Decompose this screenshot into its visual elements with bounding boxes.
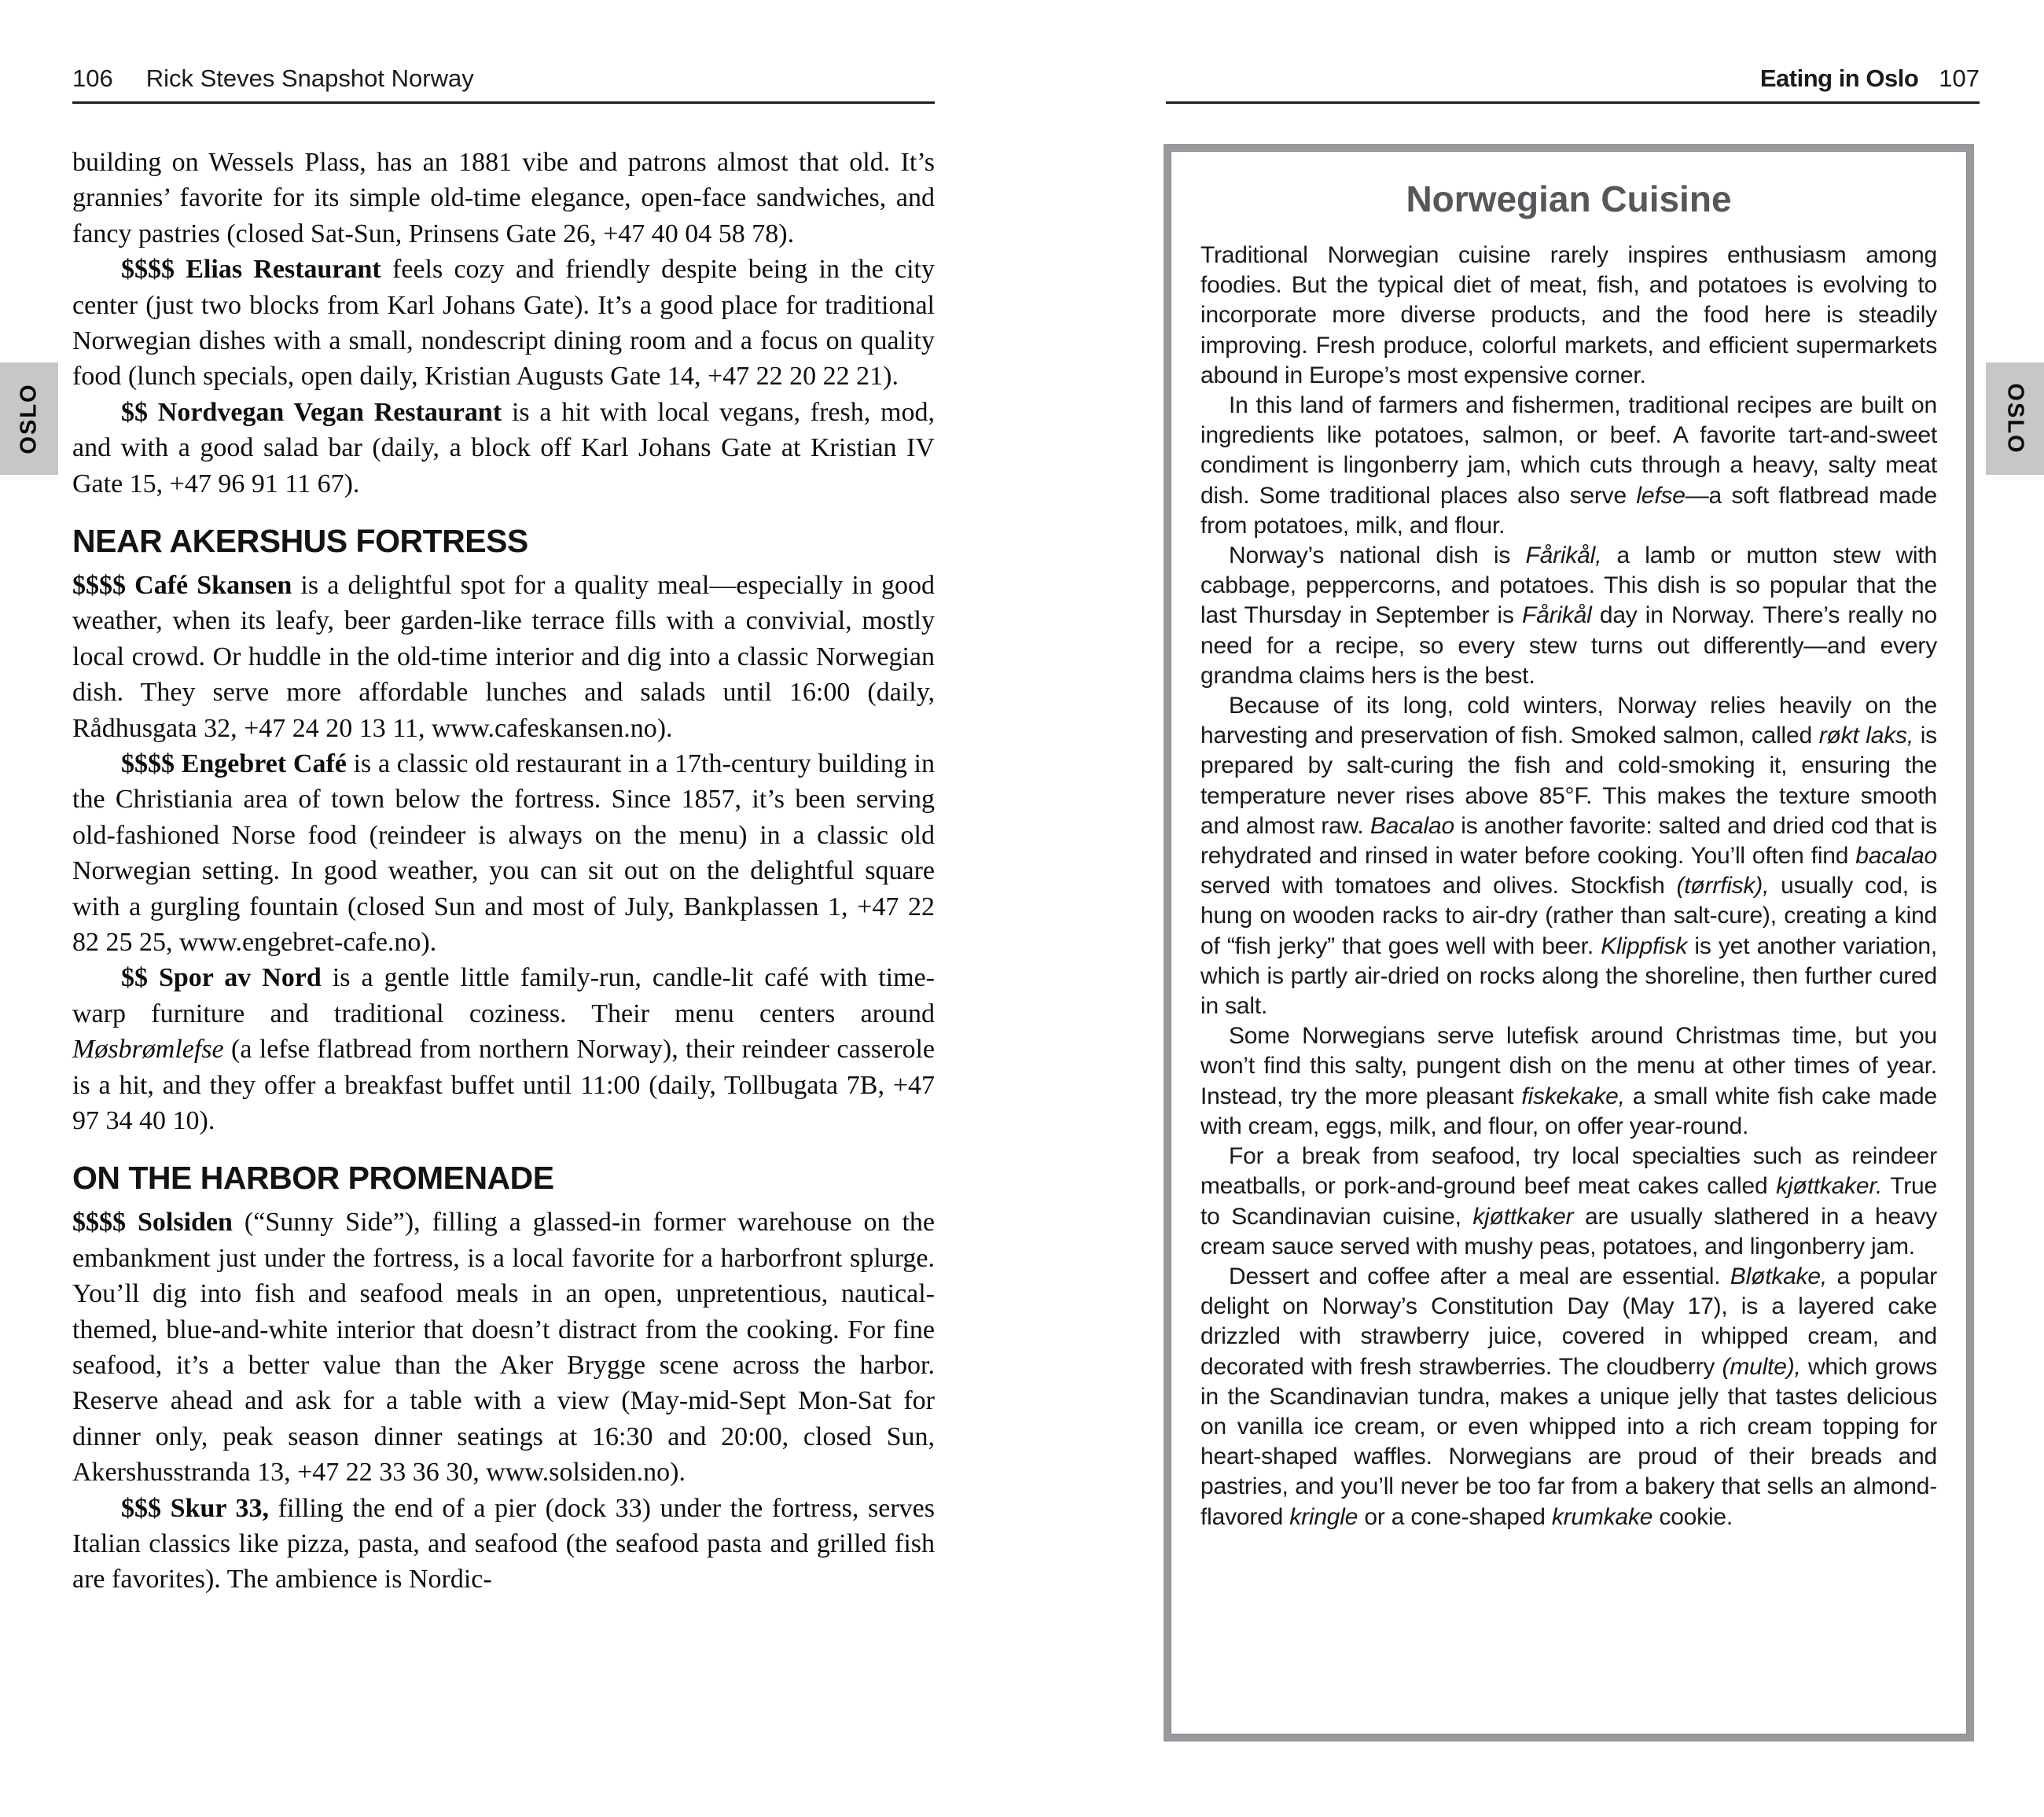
text-run: served with tomatoes and olives. Stockfish (1200, 873, 1677, 899)
running-head-left: Rick Steves Snapshot Norway (145, 64, 474, 92)
text-run: (“Sunny Side”), filling a glassed-in former warehouse on the embankment just under the fortress, is a local favorite for a harborfront splurge. You’ll dig into fish and seafood meals in an open, unpretentious, nautical-themed, blue-and-white interior that doesn’t distract from the cooking. For fine seafood, it’s a better value than the Aker Brygge scene across the harbor. Reserve ahead and ask for a table with a view (May-mid-Sept Mon-Sat for dinner only, peak season dinner seatings at 16:30 and 20:00, closed Sun, Akershusstranda 13, +47 22 33 36 30, www.solsiden.no). (72, 1208, 935, 1488)
text-run: a popular delight on Norway’s Constitution Day (May 17), is a layered cake drizzled with strawberry juice, covered in whipped cream, and decorated with fresh strawberries. The cloudberry (1200, 1263, 1937, 1380)
left-text-column (72, 145, 935, 1598)
norwegian-cuisine-box (1164, 144, 1974, 1742)
bold-run: $$ Spor av Nord (121, 963, 322, 993)
italic-run: kjøttkaker (1472, 1203, 1574, 1230)
italic-run: Fårikål (1522, 602, 1592, 629)
italic-run: bacalao (1855, 843, 1937, 870)
italic-run: lefse (1636, 482, 1686, 509)
text-run: usually cod, is hung on wooden racks to air-dry (rather than salt-cure), creating a kind of “fish jerky” that goes well with beer. (1200, 873, 1937, 959)
body-paragraph (72, 252, 935, 395)
text-run: which grows in the Scandinavian tundra, makes a unique jelly that tastes delicious on vanilla ice cream, or even whipped into a rich cream topping for heart-shaped waffles. Norwegians are proud of their breads and pastries, and you’ll never be too far from a bakery that sells an almond-flavored (1200, 1353, 1937, 1530)
italic-run: krumkake (1551, 1503, 1653, 1530)
bold-run: $$$ Skur 33, (121, 1493, 270, 1523)
text-run: In this land of farmers and fishermen, traditional recipes are built on ingredients like potatoes, salmon, or beef. A favorite tart-and-sweet condiment is lingonberry jam, which cuts through a heavy, salty meat dish. Some traditional places also serve (1200, 392, 1937, 509)
text-run: is a hit with local vegans, fresh, mod, and with a good salad bar (daily, a block off Karl Johans Gate at Kristian IV Gate 15, +47 96 91 11 67). (72, 397, 935, 498)
text-run: filling the end of a pier (dock 33) under the fortress, serves Italian classics like pizza, pasta, and seafood (the seafood pasta and grilled fish are favorites). The ambience is Nordic- (72, 1493, 935, 1594)
italic-run: Klippfisk (1601, 932, 1688, 959)
body-paragraph (72, 746, 935, 960)
italic-run: røkt laks, (1818, 723, 1913, 749)
body-paragraph (72, 960, 935, 1138)
running-head-right: Eating in Oslo (1759, 64, 1919, 92)
italic-run: Møsbrømlefse (72, 1035, 224, 1065)
box-paragraph (1200, 1021, 1937, 1142)
text-run: (a lefse flatbread from northern Norway), their reindeer casserole is a hit, and they offer a breakfast buffet until 11:00 (daily, Tollbugata 7B, +47 97 34 40 10). (72, 1035, 935, 1136)
text-run: cookie. (1652, 1503, 1733, 1530)
text-run: Dessert and coffee after a meal are essential. (1229, 1263, 1730, 1289)
body-paragraph (72, 145, 935, 252)
italic-run: Fårikål, (1525, 543, 1602, 569)
box-paragraph (1200, 1262, 1937, 1532)
box-title: Norwegian Cuisine (1406, 178, 1732, 219)
text-run: Norway’s national dish is (1229, 543, 1526, 569)
italic-run: Bløtkake, (1730, 1263, 1828, 1289)
text-run: Because of its long, cold winters, Norway relies heavily on the harvesting and preservation of fish. Smoked salmon, called (1200, 693, 1937, 749)
text-run: is a classic old restaurant in a 17th-century building in the Christiania area of town below the fortress. Since 1857, it’s been serving old-fashioned Norse food (reindeer is always on the menu) in a classic old Norwegian setting. In good weather, you can sit out on the delightful square with a gurgling fountain (closed Sun and most of July, Bankplassen 1, +47 22 82 25 25, www.engebret-cafe.no). (72, 749, 935, 958)
text-run: are usually slathered in a heavy cream sauce served with mushy peas, potatoes, and lingonberry jam. (1200, 1203, 1937, 1260)
bold-run: $$$$ Elias Restaurant (121, 255, 381, 285)
italic-run: (tørrfisk), (1676, 873, 1770, 899)
body-paragraph (72, 1205, 935, 1490)
tab-label-right: OSLO (2002, 383, 2028, 454)
italic-run: (multe), (1722, 1353, 1801, 1380)
italic-run: fiskekake, (1521, 1083, 1625, 1109)
page-number-left: 106 (72, 64, 113, 92)
section-tab-left (0, 362, 58, 475)
text-run: day in Norway. There’s really no need for a recipe, so every stew turns out differently—and every grandma claims hers is the best. (1200, 602, 1937, 689)
section-heading: ON THE HARBOR PROMENADE (72, 1160, 554, 1197)
bold-run: $$$$ Café Skansen (72, 570, 292, 600)
box-text-column (1200, 241, 1937, 1532)
header-rule-left (72, 101, 935, 104)
text-run: is prepared by salt-curing the fish and cold-smoking it, ensuring the temperature never rises above 85°F. This makes the texture smooth and almost raw. (1200, 723, 1937, 839)
bold-run: $$$$ Engebret Café (121, 749, 347, 778)
tab-label-left: OSLO (16, 383, 42, 454)
text-run: feels cozy and friendly despite being in the city center (just two blocks from Karl Johans Gate). It’s a good place for traditional Norwegian dishes with a small, nondescript dining room and a focus on quality food (lunch specials, open daily, Kristian Augusts Gate 14, +47 22 20 22 21). (72, 255, 935, 392)
bold-run: $$$$ Solsiden (72, 1208, 233, 1238)
box-paragraph (1200, 541, 1937, 691)
text-run: Some Norwegians serve lutefisk around Christmas time, but you won’t find this salty, pungent dish on the menu at other times of year. Instead, try the more pleasant (1200, 1023, 1937, 1109)
text-run: is yet another variation, which is partly air-dried on rocks along the shoreline, then further cured in salt. (1200, 932, 1937, 1020)
text-run: —a soft flatbread made from potatoes, milk, and flour. (1200, 482, 1937, 539)
bold-run: $$ Nordvegan Vegan Restaurant (121, 397, 502, 427)
box-paragraph (1200, 691, 1937, 1021)
text-run: a lamb or mutton stew with cabbage, peppercorns, and potatoes. This dish is so popular that the last Thursday in September is (1200, 543, 1937, 629)
page-left-header (72, 64, 474, 93)
box-paragraph (1200, 1142, 1937, 1262)
header-rule-right (1166, 101, 1980, 104)
italic-run: Bacalao (1369, 812, 1454, 839)
text-run: is a delightful spot for a quality meal—especially in good weather, when its leafy, beer garden-like terrace fills with a convivial, mostly local crowd. Or huddle in the old-time interior and dig into a classic Norwegian dish. They serve more affordable lunches and salads until 16:00 (daily, Rådhusgata 32, +47 24 20 13 11, www.cafeskansen.no). (72, 570, 935, 743)
italic-run: kjøttkaker. (1776, 1173, 1883, 1200)
text-run: a small white fish cake made with cream, eggs, milk, and flour, on offer year-round. (1200, 1083, 1937, 1139)
text-run: is another favorite: salted and dried cod that is rehydrated and rinsed in water before cooking. You’ll often find (1200, 812, 1937, 870)
text-run: is a gentle little family-run, candle-lit café with time-warp furniture and traditional coziness. Their menu centers around (72, 963, 935, 1028)
text-run: Traditional Norwegian cuisine rarely inspires enthusiasm among foodies. But the typical diet of meat, fish, and potatoes is evolving to incorporate more diverse products, and the food here is steadily improving. Fresh produce, colorful markets, and efficient supermarkets abound in Europe’s most expensive corner. (1200, 242, 1937, 388)
section-tab-right (1986, 362, 2044, 475)
page-number-right: 107 (1939, 64, 1980, 92)
text-run: building on Wessels Plass, has an 1881 vibe and patrons almost that old. It’s grannies’ favorite for its simple old-time elegance, open-face sandwiches, and fancy pastries (closed Sat-Sun, Prinsens Gate 26, +47 40 04 58 78). (72, 148, 935, 248)
body-paragraph (72, 1491, 935, 1598)
text-run: For a break from seafood, try local specialties such as reindeer meatballs, or pork-and-ground beef meat cakes called (1200, 1143, 1937, 1200)
page-right-header (1760, 64, 1980, 93)
section-heading: NEAR AKERSHUS FORTRESS (72, 523, 528, 560)
italic-run: kringle (1289, 1503, 1358, 1530)
box-paragraph (1200, 391, 1937, 541)
text-run: or a cone-shaped (1358, 1503, 1552, 1530)
body-paragraph (72, 568, 935, 746)
body-paragraph (72, 395, 935, 502)
text-run: True to Scandinavian cuisine, (1200, 1173, 1937, 1230)
box-paragraph (1200, 241, 1937, 391)
